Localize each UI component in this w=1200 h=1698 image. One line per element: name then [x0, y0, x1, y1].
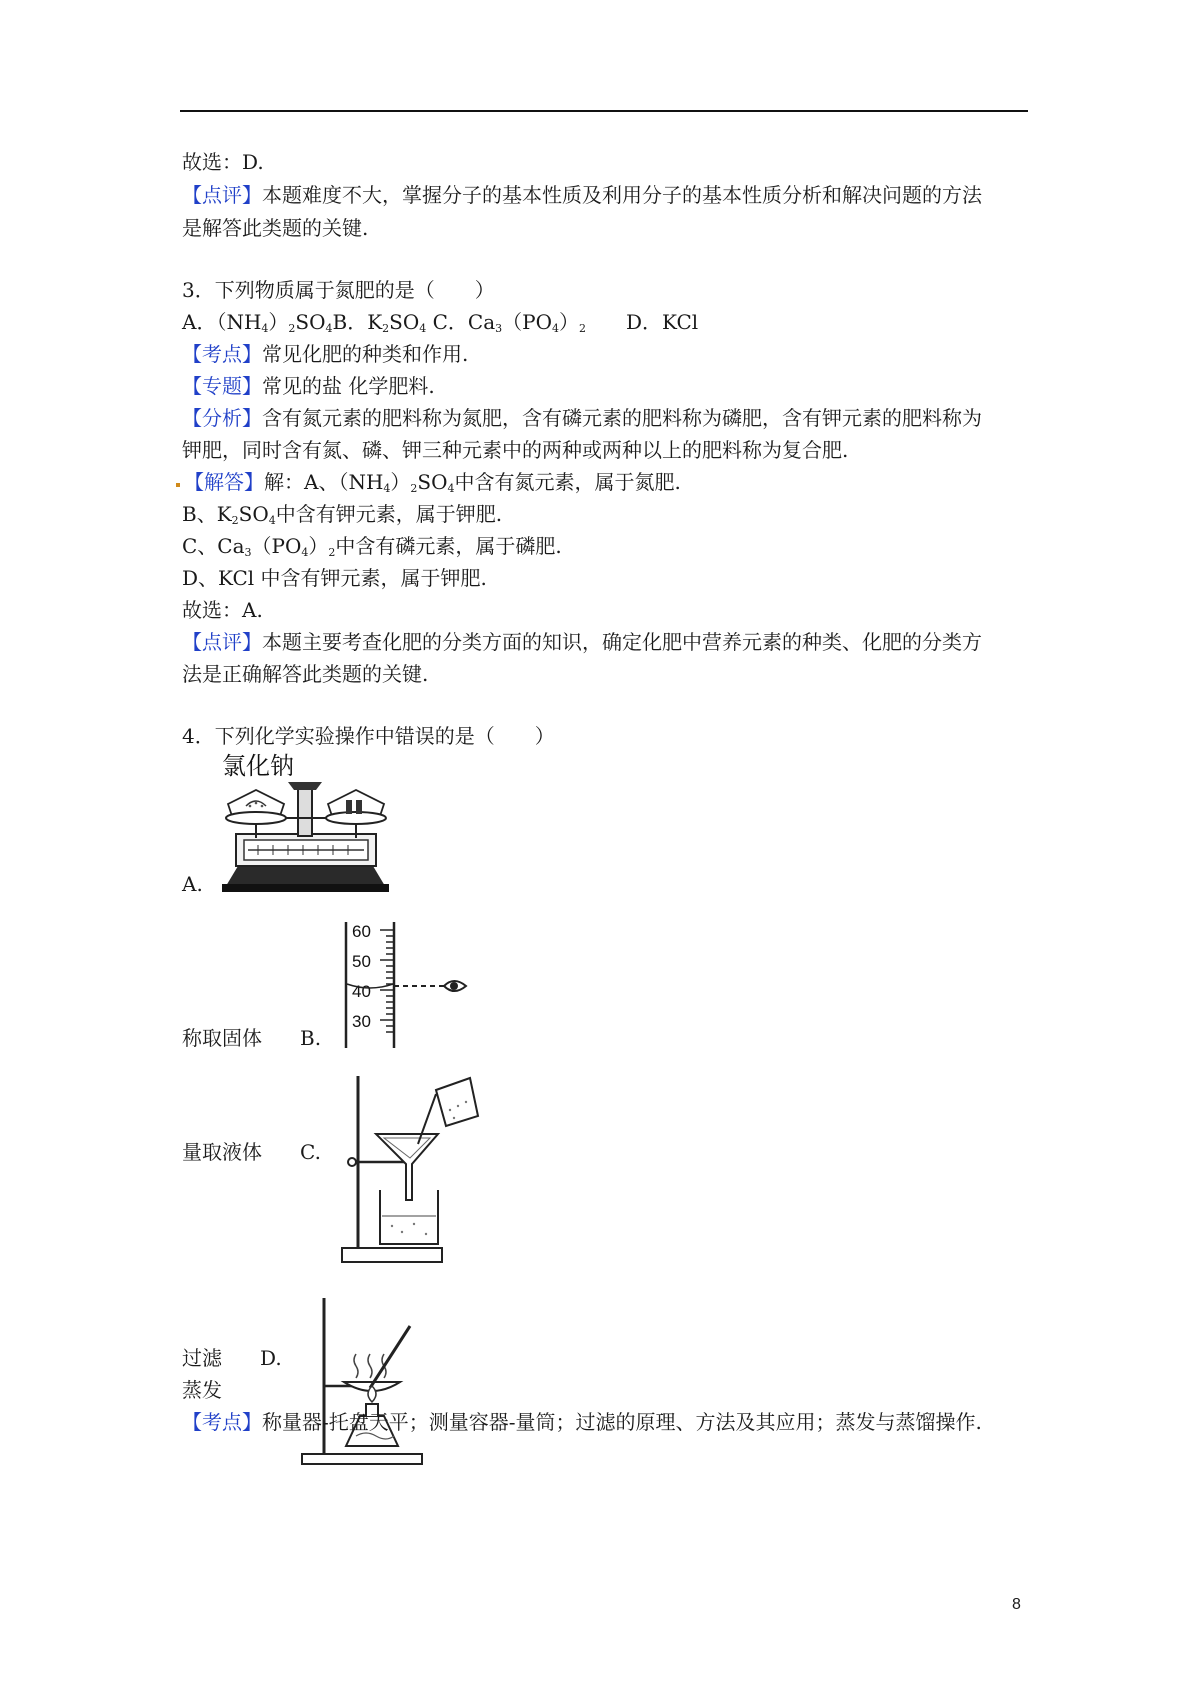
marker-dot [176, 483, 180, 487]
tick-30: 30 [352, 1012, 371, 1031]
q4-option-b: B. [300, 1026, 322, 1050]
comment-text: 本题难度不大，掌握分子的基本性质及利用分子的基本性质分析和解决问题的方法 [262, 183, 982, 207]
evaporation-figure [300, 1296, 424, 1468]
tick-40: 40 [352, 982, 371, 1001]
caption-a-text: 称取固体 [182, 1026, 262, 1050]
tick-50: 50 [352, 952, 371, 971]
tick-60: 60 [352, 922, 371, 941]
header-rule [180, 110, 1028, 112]
balance-figure [218, 748, 393, 898]
zhuanti-tag: 【专题】 [182, 374, 262, 398]
cylinder-figure [344, 920, 469, 1052]
q2-comment-line1 [182, 181, 982, 209]
q4-caption-a [182, 1024, 321, 1052]
filtration-figure [340, 1072, 480, 1268]
q3-options [182, 308, 698, 336]
fenxi-tag: 【分析】 [182, 406, 262, 430]
q3-jieda-c: C、$Ca_3(PO_4)_2$中含有磷元素，属于磷肥. [182, 534, 562, 559]
comment-text: 本题主要考查化肥的分类方面的知识，确定化肥中营养元素的种类、化肥的分类方 [262, 630, 982, 654]
q2-comment-line2: 是解答此类题的关键. [182, 216, 369, 240]
q4-option-c: C. [300, 1140, 321, 1164]
q3-jieda-b: B、$K_2SO_4$中含有钾元素，属于钾肥. [182, 502, 503, 527]
q4-option-a: A. [182, 872, 203, 896]
q3-zhuanti [182, 372, 435, 400]
q3-answer: 故选：A. [182, 598, 263, 622]
q3-fenxi-line2: 钾肥，同时含有氮、磷、钾三种元素中的两种或两种以上的肥料称为复合肥. [182, 438, 849, 462]
fenxi-text: 含有氮元素的肥料称为氮肥，含有磷元素的肥料称为磷肥，含有钾元素的肥料称为 [262, 406, 982, 430]
kaodian-text: 常见化肥的种类和作用. [262, 342, 469, 366]
q4-caption-b [182, 1138, 321, 1166]
kaodian-tag: 【考点】 [182, 1410, 262, 1434]
caption-b-text: 量取液体 [182, 1140, 262, 1164]
q4-caption-c [182, 1344, 282, 1372]
q3-option-d: D．KCl [626, 310, 699, 334]
q2-answer: 故选：D. [182, 150, 264, 174]
kaodian-tag: 【考点】 [182, 342, 262, 366]
q3-option-c: C．$Ca_3(PO_4)_2$ [426, 310, 586, 335]
q4-option-d: D. [260, 1346, 282, 1370]
jieda-tag: 【解答】 [184, 470, 264, 494]
caption-c-text: 过滤 [182, 1346, 222, 1370]
comment-tag: 【点评】 [182, 630, 262, 654]
eye-icon [444, 981, 466, 991]
zhuanti-text: 常见的盐 化学肥料. [262, 374, 435, 398]
kaodian-text: 称量器-托盘天平；测量容器-量筒；过滤的原理、方法及其应用；蒸发与蒸馏操作. [262, 1410, 982, 1434]
q3-jieda-a: 【解答】解：A、$(NH_4)_2SO_4$中含有氮元素，属于氮肥. [176, 468, 681, 496]
nacl-label: 氯化钠 [222, 752, 294, 780]
q3-option-b: B．$K_2SO_4$ [332, 310, 427, 335]
q3-jieda-d: D、KCl 中含有钾元素，属于钾肥. [182, 566, 487, 590]
q3-option-a: A．$(NH_4)_2SO_4$ [182, 310, 333, 335]
comment-tag: 【点评】 [182, 183, 262, 207]
q4-caption-d: 蒸发 [182, 1378, 222, 1402]
q3-comment-line1 [182, 628, 982, 656]
q3-fenxi-line1 [182, 404, 982, 432]
page-number: 8 [1012, 1596, 1021, 1613]
q4-kaodian [182, 1408, 982, 1436]
q3-kaodian [182, 340, 468, 368]
q3-stem: 3．下列物质属于氮肥的是（ ） [182, 278, 495, 302]
q4-stem: 4．下列化学实验操作中错误的是（ ） [182, 724, 555, 748]
q3-comment-line2: 法是正确解答此类题的关键. [182, 662, 429, 686]
